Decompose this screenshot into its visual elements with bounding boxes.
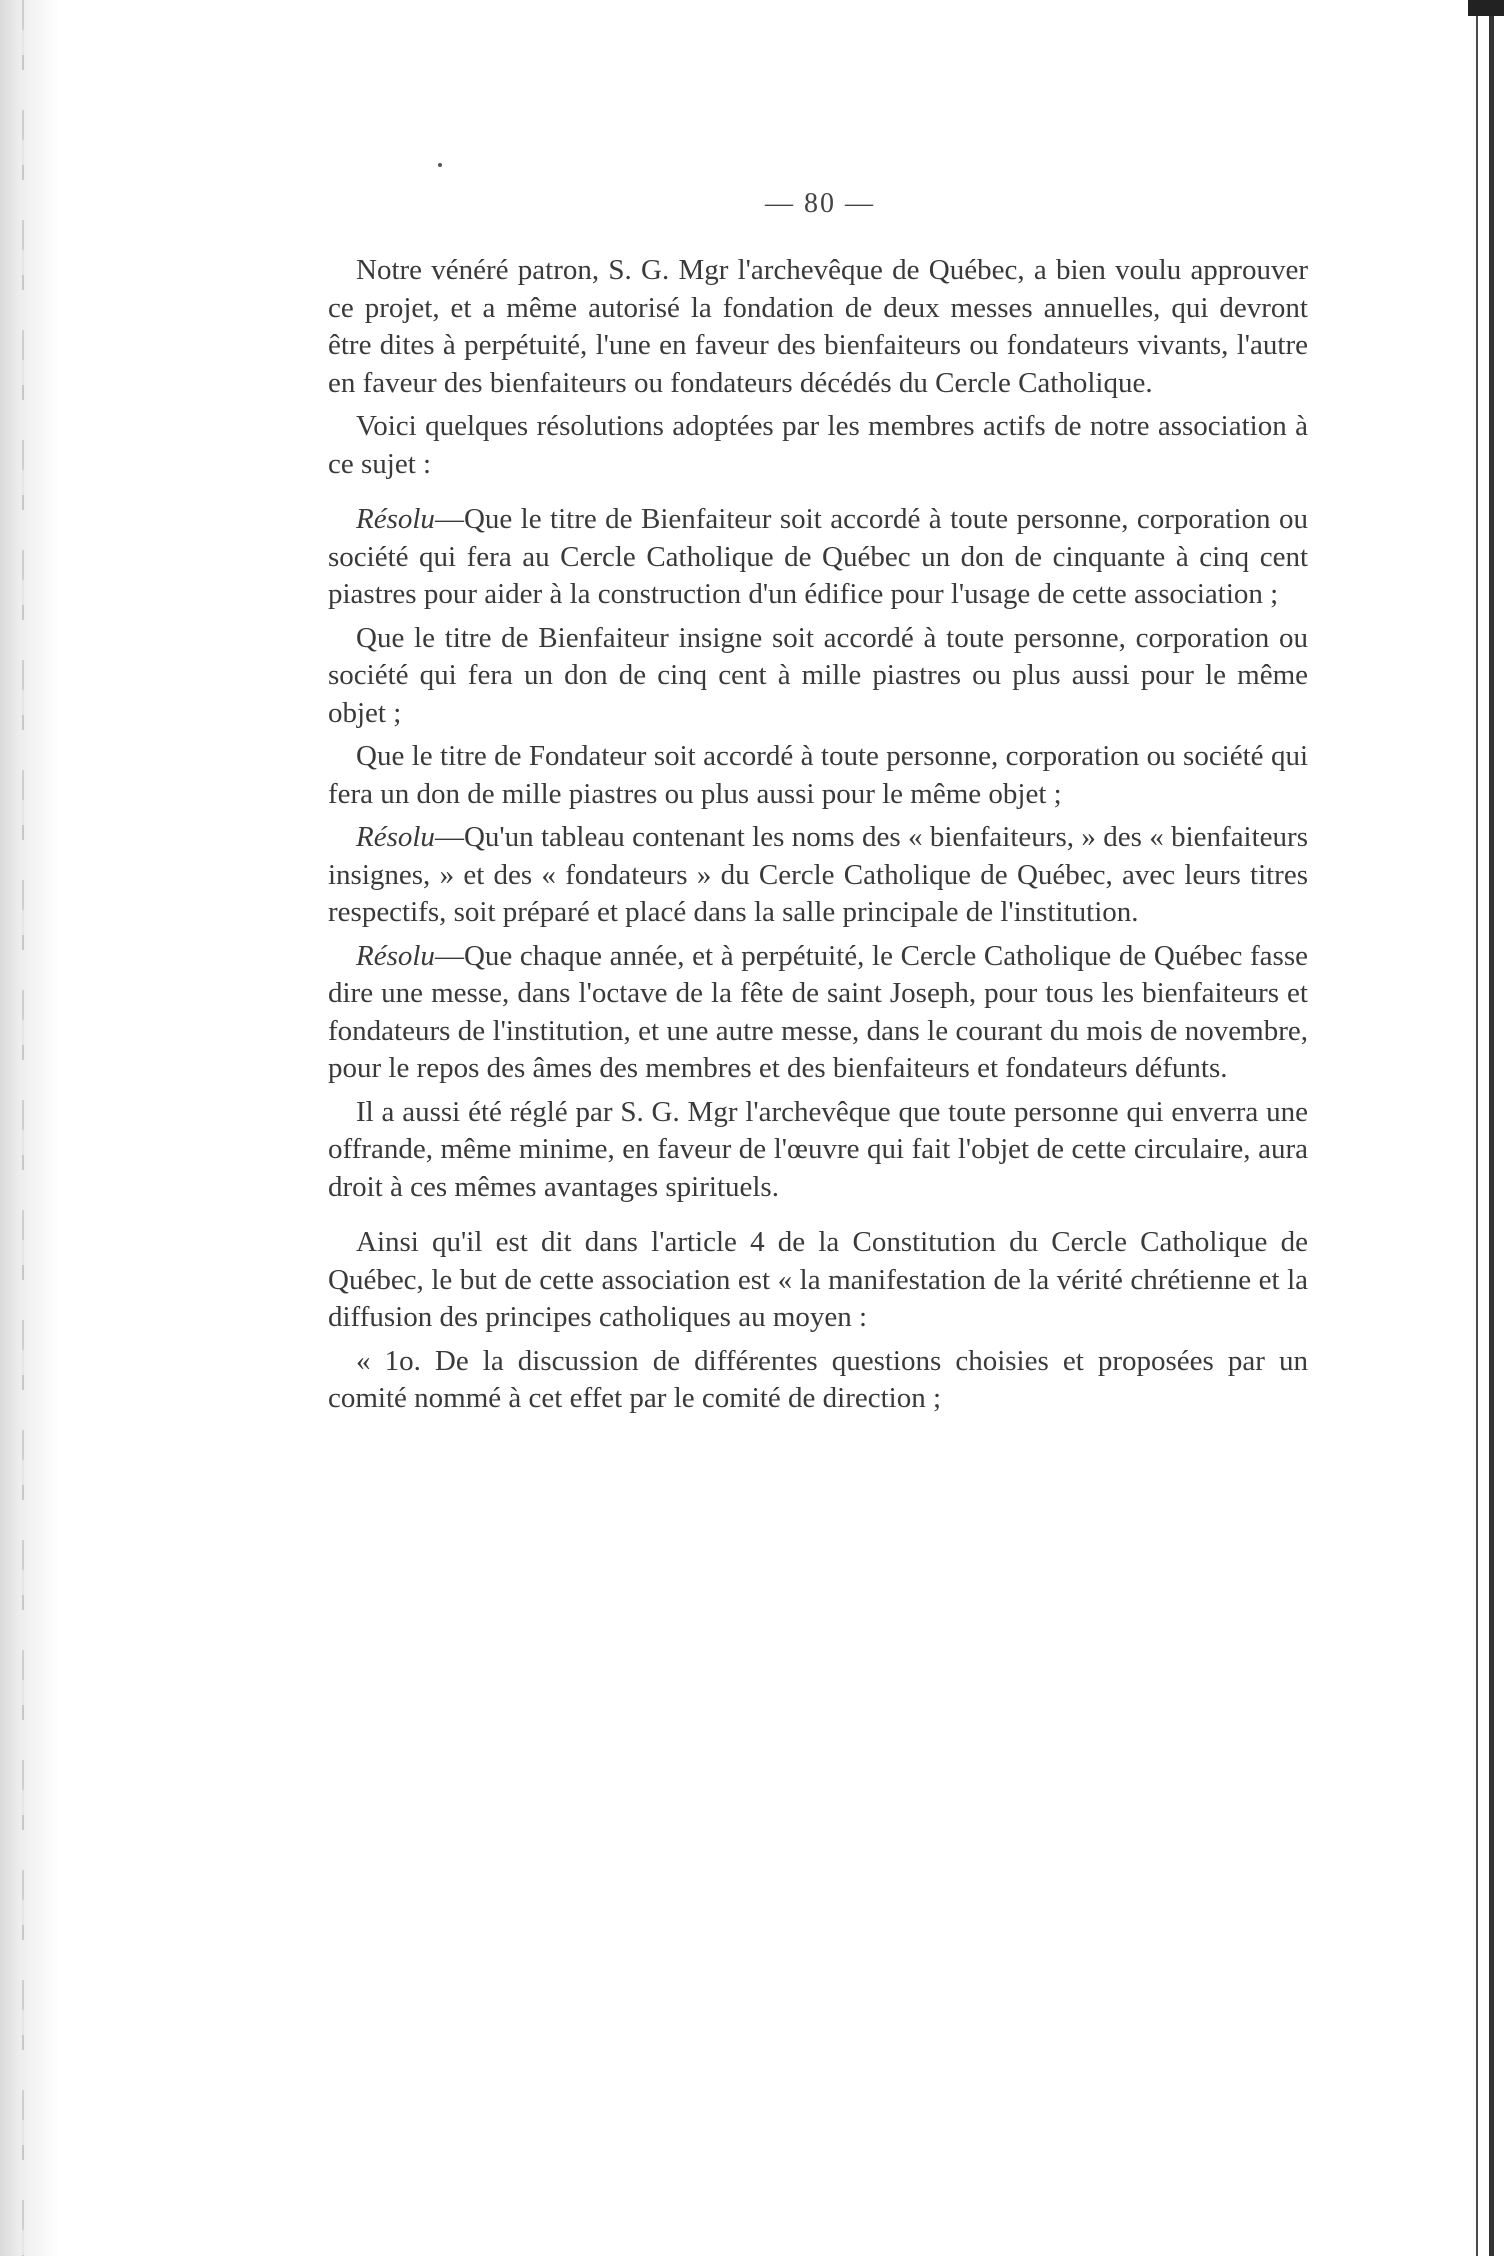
paragraph-text: « 1o. De la discussion de différentes questions choisies et proposées par un comité nommé à cet effet par le comité de direction ; (328, 1344, 1308, 1414)
page-body (328, 252, 1308, 1424)
paragraph-bienfaiteur-insigne (328, 620, 1308, 733)
paragraph-text: Il a aussi été réglé par S. G. Mgr l'archevêque que toute personne qui enverra une offrande, même minime, en faveur de l'œuvre qui fait l'objet de cette circulaire, aura droit à ces mêmes avantages spirituels. (328, 1095, 1308, 1203)
paragraph-item-1o (328, 1343, 1308, 1418)
paragraph-resolution-tableau (328, 819, 1308, 932)
paragraph-text: —Que le titre de Bienfaiteur soit accordé à toute personne, corporation ou société qui fera au Cercle Catholique de Québec un don de cinquante à cinq cent piastres pour aider à la construction d'un édifice pour l'usage de cette association ; (328, 503, 1308, 610)
paragraph-offrande (328, 1094, 1308, 1207)
paragraph-resolutions-intro (328, 408, 1308, 483)
paragraph-text: Que le titre de Fondateur soit accordé à toute personne, corporation ou société qui fera un don de mille piastres ou plus aussi pour le même objet ; (328, 740, 1308, 810)
resolution-label: Résolu (356, 821, 435, 853)
scan-binding-edge (0, 0, 60, 2256)
border-line-inner (1476, 0, 1478, 2256)
paragraph-text: Que le titre de Bienfaiteur insigne soit accordé à toute personne, corporation ou société qui fera un don de cinq cent à mille piastres ou plus aussi pour le même objet ; (328, 621, 1308, 729)
paragraph-resolution-bienfaiteur (328, 501, 1308, 614)
border-line-outer (1489, 0, 1494, 2256)
paragraph-resolution-messes (328, 938, 1308, 1088)
paragraph-patron-approval (328, 252, 1308, 402)
paragraph-text: Ainsi qu'il est dit dans l'article 4 de la Constitution du Cercle Catholique de Québec, le but de cette association est « la manifestation de la vérité chrétienne et la diffusion des principes catholiques au moyen : (328, 1226, 1308, 1333)
ink-speck (438, 163, 442, 167)
paragraph-constitution (328, 1224, 1308, 1337)
scan-corner-mark (1468, 0, 1504, 16)
paragraph-fondateur (328, 738, 1308, 813)
scan-right-border (1468, 0, 1504, 2256)
paragraph-text: Voici quelques résolutions adoptées par les membres actifs de notre association à ce sujet : (328, 410, 1308, 480)
resolution-label: Résolu (356, 503, 435, 535)
paragraph-text: —Qu'un tableau contenant les noms des « bienfaiteurs, » des « bienfaiteurs insignes, » et des « fondateurs » du Cercle Catholique de Québec, avec leurs titres respectifs, soit préparé et placé dans la salle principale de l'institution. (328, 821, 1308, 928)
paragraph-text: —Que chaque année, et à perpétuité, le Cercle Catholique de Québec fasse dire une messe, dans l'octave de la fête de saint Joseph, pour tous les bienfaiteurs et fondateurs de l'institution, et une autre messe, dans le courant du mois de novembre, pour le repos des âmes des membres et des bienfaiteurs et fondateurs défunts. (328, 939, 1308, 1084)
page-number: — 80 — (765, 188, 875, 219)
paragraph-text: Notre vénéré patron, S. G. Mgr l'archevêque de Québec, a bien voulu approuver ce projet, et a même autorisé la fondation de deux messes annuelles, qui devront être dites à perpétuité, l'une en faveur des bienfaiteurs ou fondateurs vivants, l'autre en faveur des bienfaiteurs ou fondateurs décédés du Cercle Catholique. (328, 254, 1308, 399)
resolution-label: Résolu (356, 939, 435, 972)
